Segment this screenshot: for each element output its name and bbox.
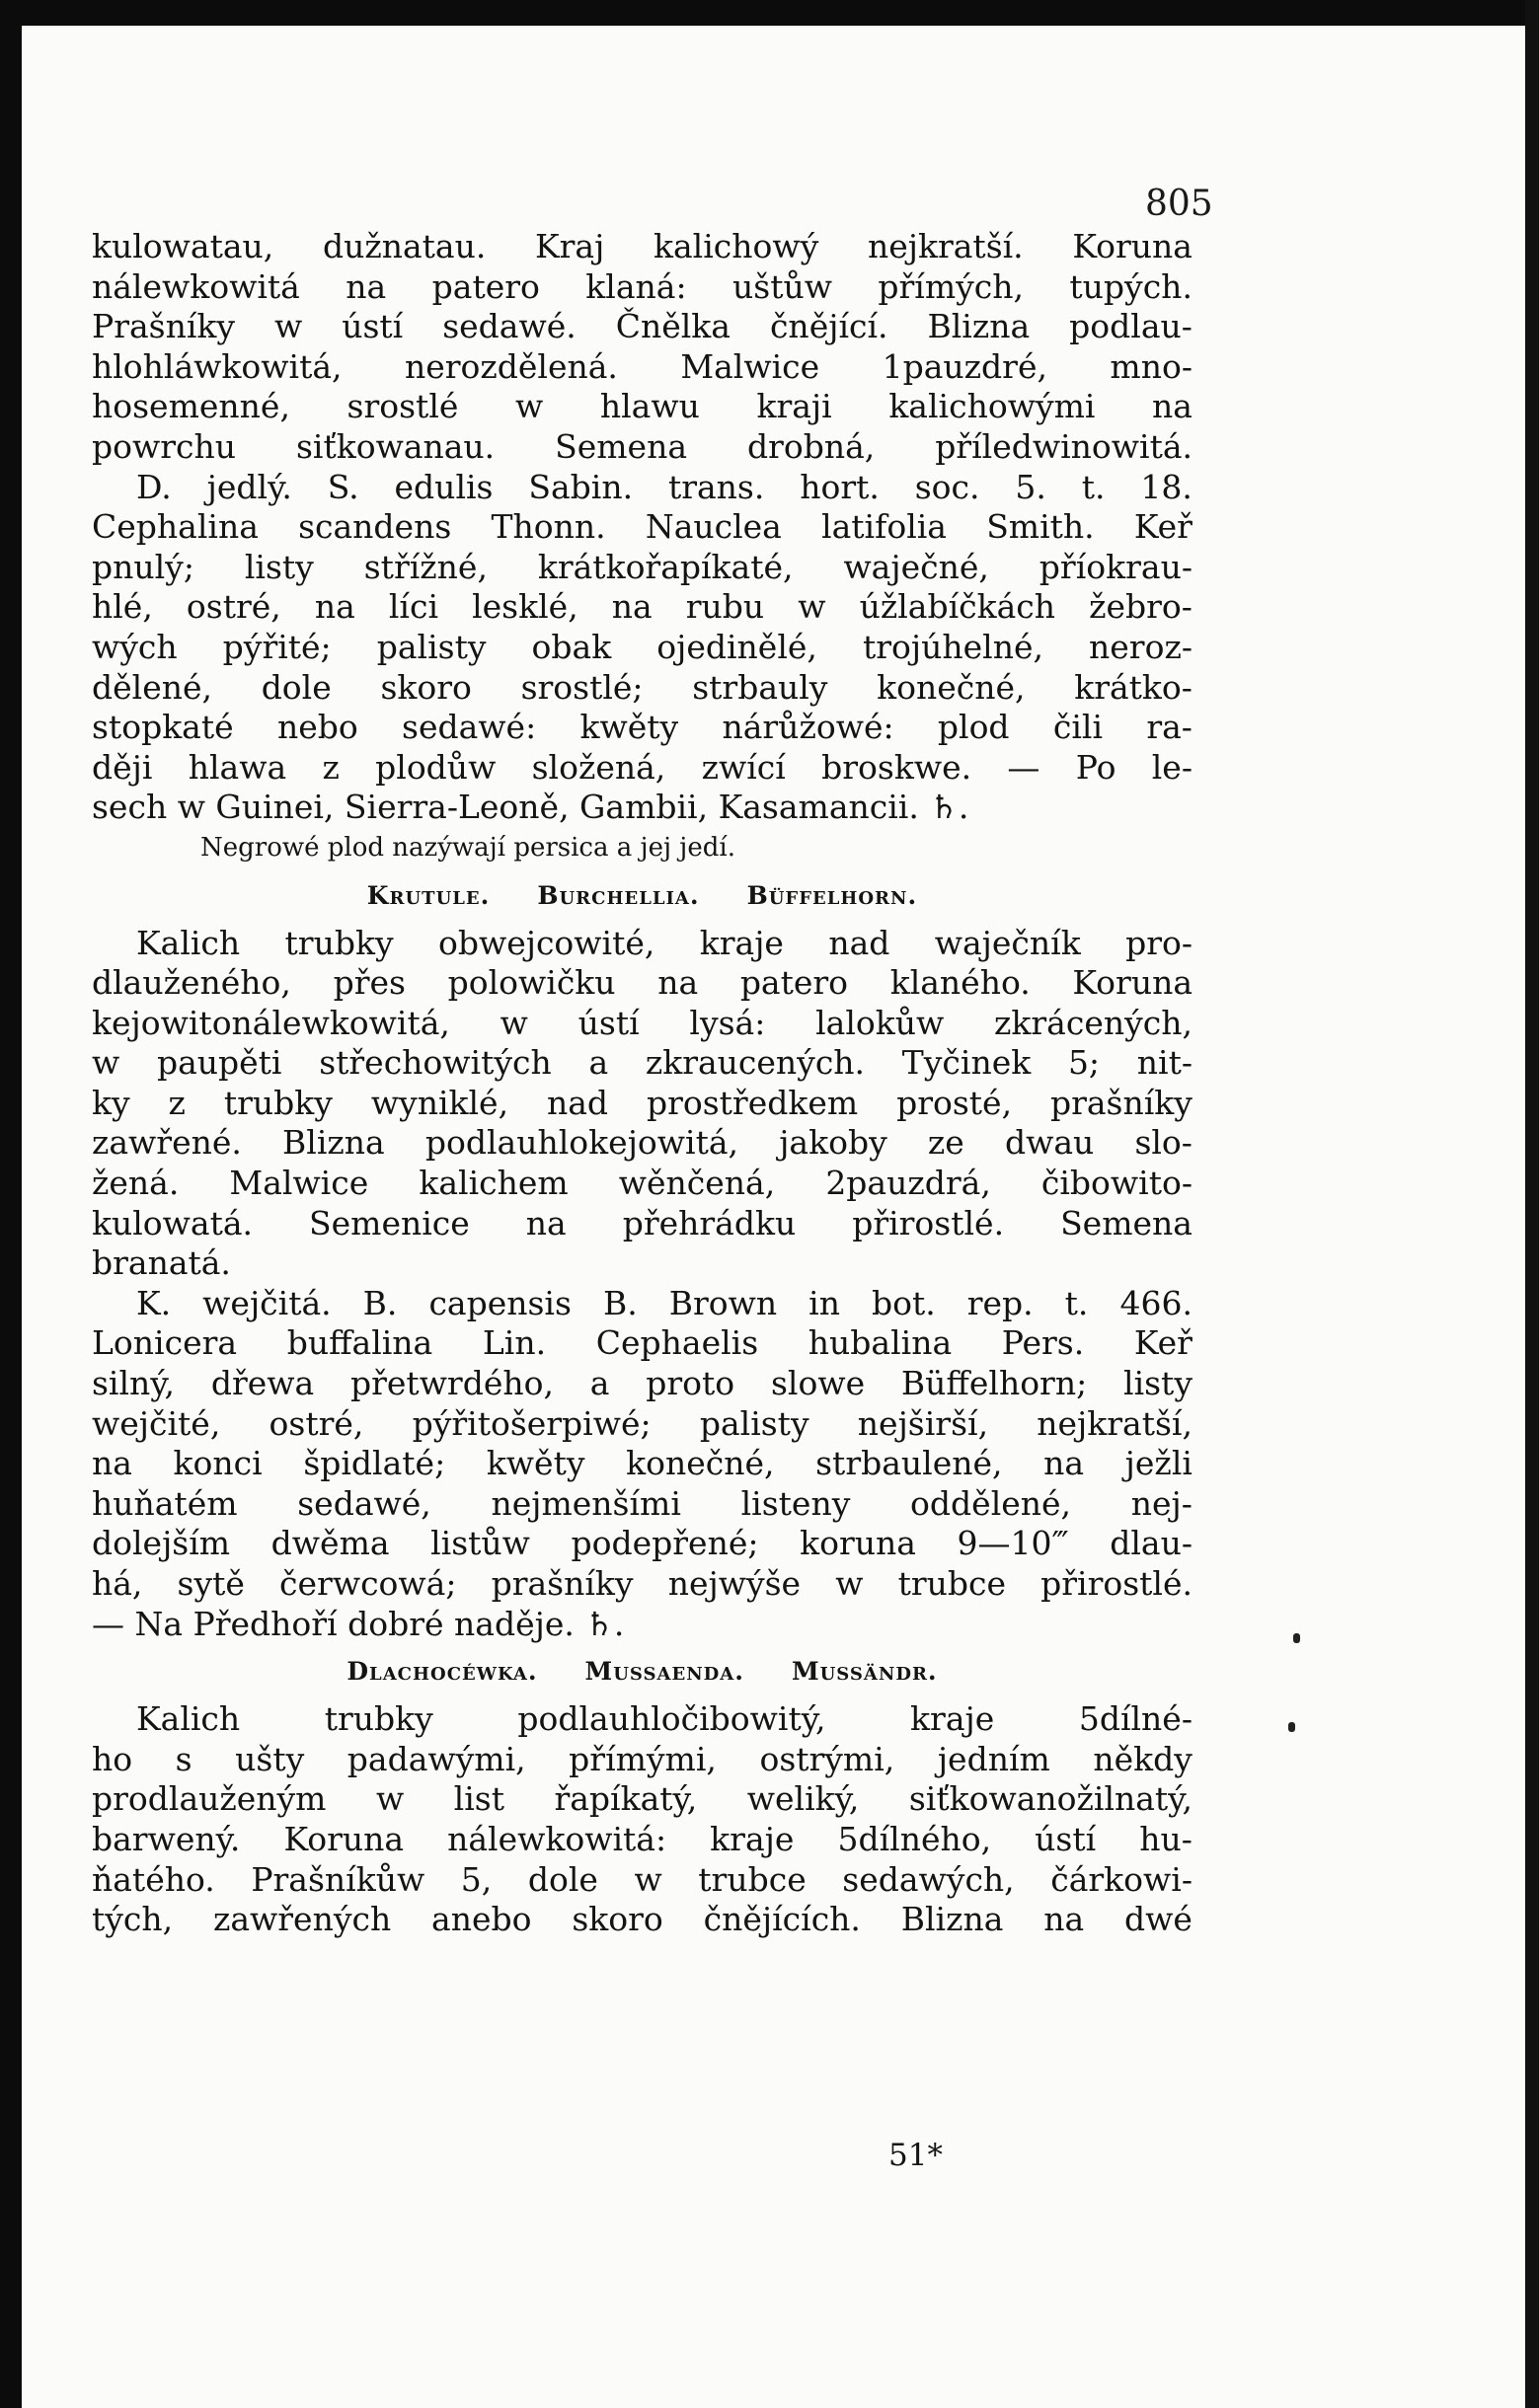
ink-speck bbox=[1288, 1722, 1295, 1732]
text-line: K. wejčitá. B. capensis B. Brown in bot. rep. t. 466. bbox=[136, 1283, 1193, 1322]
text-line: Lonicera buffalina Lin. Cephaelis hubalina Pers. Keř bbox=[92, 1323, 1193, 1363]
text-line: dlauženého, přes polowičku na patero klaného. Koruna bbox=[92, 963, 1193, 1003]
text-line: huňatém sedawé, nejmenšími listeny oddělené, nej- bbox=[92, 1483, 1193, 1523]
text-line: stopkaté nebo sedawé: kwěty nárůžowé: plod čili ra- bbox=[92, 708, 1193, 747]
paragraph-1 bbox=[92, 227, 1193, 468]
text-line: barwený. Koruna nálewkowitá: kraje 5dílného, ústí hu- bbox=[92, 1819, 1193, 1858]
heading-latin: Mussaenda. bbox=[584, 1657, 744, 1687]
text-line: žená. Malwice kalichem wěnčená, 2pauzdrá, čibowito- bbox=[92, 1164, 1193, 1203]
footnote: Negrowé plod nazýwají persica a jej jedí. bbox=[200, 832, 735, 863]
paragraph-2 bbox=[92, 468, 1193, 828]
scan-top-border bbox=[0, 0, 1539, 26]
heading-czech: Dlachocéwka. bbox=[346, 1657, 538, 1687]
text-line: Cephalina scandens Thonn. Nauclea latifolia Smith. Keř bbox=[92, 507, 1193, 547]
text-line: Prašníky w ústí sedawé. Čnělka čnějící. Blizna podlau- bbox=[92, 307, 1193, 346]
text-line: kejowitonálewkowitá, w ústí lysá: lalokůw zkrácených, bbox=[92, 1003, 1193, 1042]
text-line: ky z trubky wyniklé, nad prostředkem prosté, prašníky bbox=[92, 1083, 1193, 1122]
text-line: kulowatau, dužnatau. Kraj kalichowý nejkratší. Koruna bbox=[92, 227, 1193, 265]
text-line: silný, dřewa přetwrdého, a proto slowe Büffelhorn; listy bbox=[92, 1364, 1193, 1403]
text-line: sech w Guinei, Sierra-Leoně, Gambii, Kasamancii. ♄. bbox=[92, 788, 969, 827]
text-line: dělené, dole skoro srostlé; strbauly konečné, krátko- bbox=[92, 667, 1193, 707]
text-line: wých pýřité; palisty obak ojedinělé, trojúhelné, neroz- bbox=[92, 627, 1193, 666]
paragraph-3 bbox=[92, 924, 1193, 1284]
text-line: prodlauženým w list řapíkatý, weliký, siťkowanožilnatý, bbox=[92, 1779, 1193, 1819]
text-line: zawřené. Blizna podlauhlokejowitá, jakoby ze dwau slo- bbox=[92, 1123, 1193, 1163]
heading-german: Mussändr. bbox=[791, 1657, 938, 1687]
text-line: há, sytě čerwcowá; prašníky nejwýše w trubce přirostlé. bbox=[92, 1564, 1193, 1603]
text-line: ho s ušty padawými, přímými, ostrými, jedním někdy bbox=[92, 1739, 1193, 1778]
heading-czech: Krutule. bbox=[366, 880, 491, 910]
text-line: tých, zawřených anebo skoro čnějících. Blizna na dwé bbox=[92, 1900, 1193, 1939]
text-line: hlé, ostré, na líci lesklé, na rubu w úžlabíčkách žebro- bbox=[92, 587, 1193, 627]
text-line: ději hlawa z plodůw složená, zwící broskwe. — Po le- bbox=[92, 747, 1193, 787]
text-line: dolejším dwěma listůw podepřené; koruna 9—10‴ dlau- bbox=[92, 1524, 1193, 1563]
paragraph-4 bbox=[92, 1284, 1193, 1644]
scan-right-border bbox=[1525, 0, 1539, 2408]
text-line: hlohláwkowitá, nerozdělená. Malwice 1pauzdré, mno- bbox=[92, 346, 1193, 386]
section-heading bbox=[92, 868, 1193, 924]
text-line: wejčité, ostré, pýřitošerpiwé; palisty nejširší, nejkratší, bbox=[92, 1403, 1193, 1443]
signature-mark: 51* bbox=[888, 2138, 943, 2173]
text-line: Kalich trubky obwejcowité, kraje nad waječník pro- bbox=[136, 923, 1193, 962]
ink-speck bbox=[1293, 1633, 1300, 1643]
page-number: 805 bbox=[1145, 184, 1213, 224]
text-line: Kalich trubky podlauhločibowitý, kraje 5dílné- bbox=[136, 1699, 1193, 1739]
text-line: branatá. bbox=[92, 1243, 231, 1283]
text-line: — Na Předhoří dobré naděje. ♄. bbox=[92, 1604, 625, 1643]
section-heading bbox=[92, 1644, 1193, 1699]
heading-latin: Burchellia. bbox=[537, 880, 700, 910]
text-line: ňatého. Prašníkůw 5, dole w trubce sedawých, čárkowi- bbox=[92, 1859, 1193, 1899]
paragraph-5 bbox=[92, 1699, 1193, 1940]
page-text bbox=[92, 227, 1193, 1940]
text-line: nálewkowitá na patero klaná: uštůw přímých, tupých. bbox=[92, 266, 1193, 306]
heading-german: Büffelhorn. bbox=[746, 880, 918, 910]
scan-left-border bbox=[0, 0, 22, 2408]
text-line: powrchu siťkowanau. Semena drobná, příledwinowitá. bbox=[92, 426, 1193, 466]
text-line: D. jedlý. S. edulis Sabin. trans. hort. soc. 5. t. 18. bbox=[136, 467, 1193, 506]
text-line: kulowatá. Semenice na přehrádku přirostlé. Semena bbox=[92, 1203, 1193, 1242]
text-line: pnulý; listy střížné, krátkořapíkaté, waječné, příokrau- bbox=[92, 547, 1193, 586]
text-line: hosemenné, srostlé w hlawu kraji kalichowými na bbox=[92, 387, 1193, 426]
text-line: w paupěti střechowitých a zkraucených. Tyčinek 5; nit- bbox=[92, 1043, 1193, 1083]
text-line: na konci špidlaté; kwěty konečné, strbaulené, na ježli bbox=[92, 1444, 1193, 1483]
